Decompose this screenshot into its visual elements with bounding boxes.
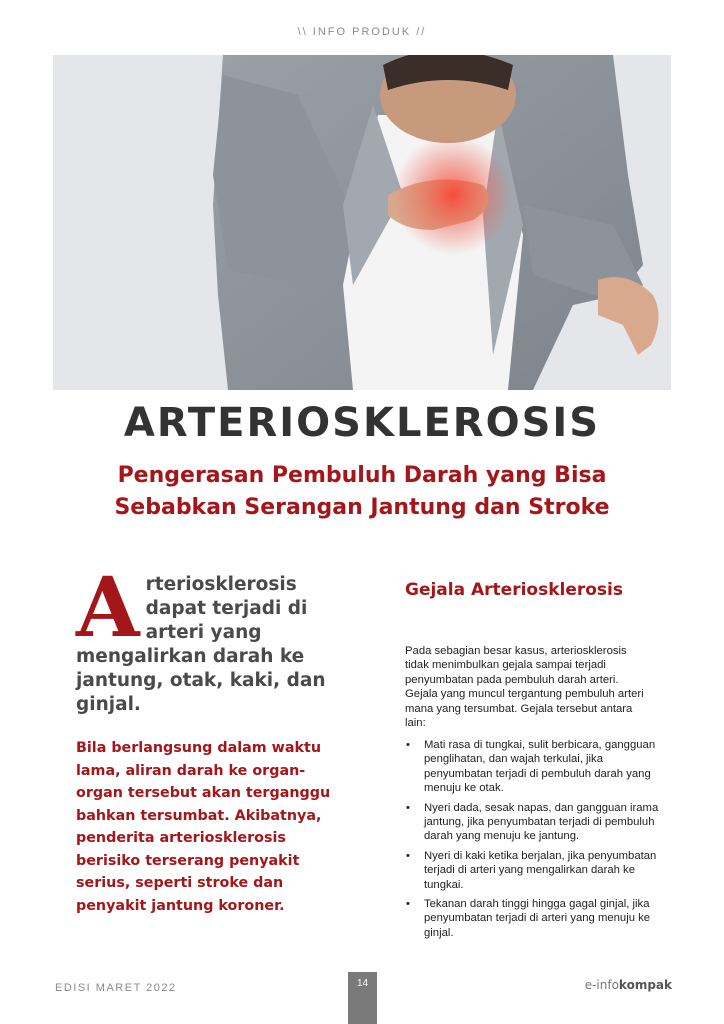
lead-text: rteriosklerosis dapat terjadi di arteri yang mengalirkan darah ke jantung, otak, kaki, dan ginjal. xyxy=(76,574,326,715)
edition-label: EDISI MARET 2022 xyxy=(55,982,177,994)
list-item: • Nyeri di kaki ketika berjalan, jika penyumbatan terjadi di arteri yang mengalirkan darah ke tungkai. xyxy=(405,849,660,892)
brand-prefix: e-info xyxy=(584,978,619,992)
section-label: \\ INFO PRODUK // xyxy=(297,26,427,38)
man-holding-chest-photo xyxy=(53,55,671,390)
page-number: 14 xyxy=(356,978,369,989)
highlight-paragraph: Bila berlangsung dalam waktu lama, aliran darah ke organ-organ tersebut akan terganggu bahkan tersumbat. Akibatnya, penderita arteriosklerosis berisiko terserang penyakit serius, seperti stroke dan penyakit jantung koroner. xyxy=(76,740,331,914)
brand-suffix: kompak xyxy=(618,978,672,992)
list-item: • Nyeri dada, sesak napas, dan gangguan irama jantung, jika penyumbatan terjadi di pembuluh darah yang menuju ke jantung. xyxy=(405,801,660,844)
brand-logo xyxy=(585,978,672,992)
hero-image xyxy=(53,55,671,390)
symptoms-list xyxy=(405,738,660,945)
list-item: • Mati rasa di tungkai, sulit berbicara, gangguan penglihatan, dan wajah terkulai, jika penyumbatan terjadi di pembuluh darah yang menuju ke otak. xyxy=(405,738,660,796)
lead-paragraph xyxy=(76,560,336,717)
article-title: ARTERIOSKLEROSIS xyxy=(123,400,601,446)
drop-cap: A xyxy=(76,560,140,656)
symptoms-intro: Pada sebagian besar kasus, arteriosklerosis tidak menimbulkan gejala sampai terjadi penyumbatan pada pembuluh darah arteri. Gejala yang muncul tergantung pembuluh arteri mana yang tersumbat. Gejala tersebut antara lain: xyxy=(405,645,644,730)
list-item: • Tekanan darah tinggi hingga gagal ginjal, jika penyumbatan terjadi di arteri yang menuju ke ginjal. xyxy=(405,897,660,940)
article-subtitle: Pengerasan Pembuluh Darah yang Bisa Sebabkan Serangan Jantung dan Stroke xyxy=(114,463,610,520)
symptoms-heading: Gejala Arteriosklerosis xyxy=(405,580,623,600)
